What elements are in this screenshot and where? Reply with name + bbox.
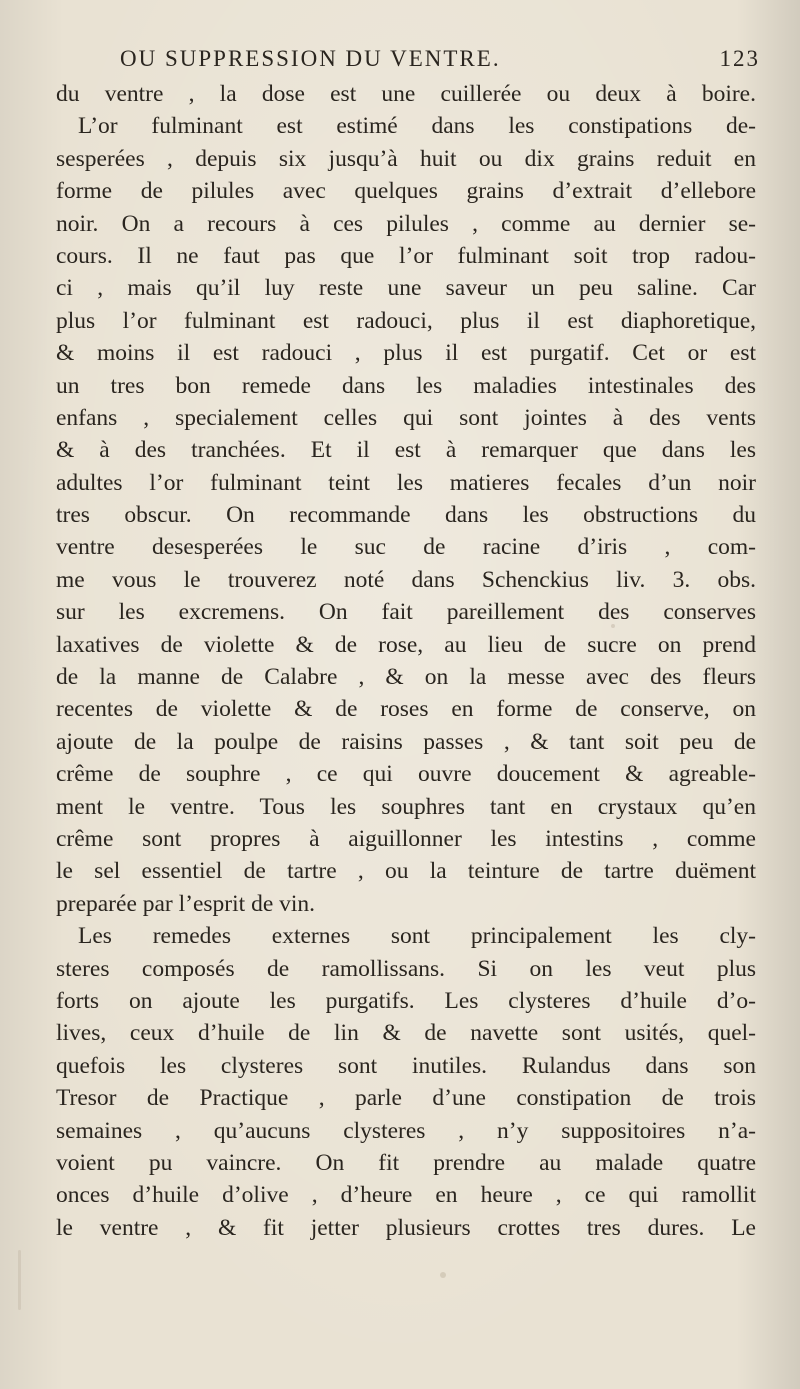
text-line: forts on ajoute les purgatifs. Les clysteres d’huile d’o- [56,987,756,1014]
running-head [120,46,760,82]
text-line: sur les excremens. On fait pareillement des conserves [56,599,756,626]
text-line: steres composés de ramollissans. Si on les veut plus [56,955,756,982]
text-line: noir. On a recours à ces pilules , comme au dernier se- [56,210,756,237]
text-line: Les remedes externes sont principalement les cly- [78,923,756,950]
text-line: adultes l’or fulminant teint les matieres fecales d’un noir [56,469,756,496]
text-line: ment le ventre. Tous les souphres tant en crystaux qu’en [56,793,756,820]
paper-stain [18,1250,21,1310]
text-line: ajoute de la poulpe de raisins passes , & tant soit peu de [56,728,756,755]
text-line: semaines , qu’aucuns clysteres , n’y suppositoires n’a- [56,1117,756,1144]
text-line: du ventre , la dose est une cuillerée ou deux à boire. [56,81,756,107]
text-line: & moins il est radouci , plus il est purgatif. Cet or est [56,340,756,367]
body-text [56,78,756,1244]
text-line: & à des tranchées. Et il est à remarquer que dans les [56,437,756,464]
running-title: OU SUPPRESSION DU VENTRE. [120,46,501,71]
text-line: Tresor de Practique , parle d’une constipation de trois [56,1085,756,1112]
paper-stain [611,624,615,628]
text-line: preparée par l’esprit de vin. [56,890,316,917]
paper-stain [440,1272,446,1278]
text-line: forme de pilules avec quelques grains d’extrait d’ellebore [56,178,756,205]
text-line: cours. Il ne faut pas que l’or fulminant soit trop radou- [56,242,756,269]
text-line: le ventre , & fit jetter plusieurs crottes tres dures. Le [56,1214,756,1241]
text-line: de la manne de Calabre , & on la messe avec des fleurs [56,664,756,691]
text-line: plus l’or fulminant est radouci, plus il est diaphoretique, [56,307,756,334]
text-line: ci , mais qu’il luy reste une saveur un peu saline. Car [56,275,756,302]
text-line: crême de souphre , ce qui ouvre doucement & agreable- [56,761,756,788]
text-line: le sel essentiel de tartre , ou la teinture de tartre duëment [56,858,756,885]
text-line: lives, ceux d’huile de lin & de navette sont usités, quel- [56,1020,756,1047]
text-line: onces d’huile d’olive , d’heure en heure , ce qui ramollit [56,1182,756,1209]
text-line: L’or fulminant est estimé dans les constipations de- [78,113,756,140]
page-number: 123 [719,46,760,71]
text-line: un tres bon remede dans les maladies intestinales des [56,372,756,399]
text-line: recentes de violette & de roses en forme de conserve, on [56,696,756,723]
text-line: tres obscur. On recommande dans les obstructions du [56,502,756,529]
text-line: ventre desesperées le suc de racine d’iris , com- [56,534,756,561]
text-line: voient pu vaincre. On fit prendre au malade quatre [56,1149,756,1176]
text-line: sesperées , depuis six jusqu’à huit ou dix grains reduit en [56,145,756,172]
text-line: crême sont propres à aiguillonner les intestins , comme [56,825,756,852]
text-line: laxatives de violette & de rose, au lieu de sucre on prend [56,631,756,658]
text-line: me vous le trouverez noté dans Schenckius liv. 3. obs. [56,566,756,593]
text-line: quefois les clysteres sont inutiles. Rulandus dans son [56,1052,756,1079]
text-line: enfans , specialement celles qui sont jointes à des vents [56,404,756,431]
